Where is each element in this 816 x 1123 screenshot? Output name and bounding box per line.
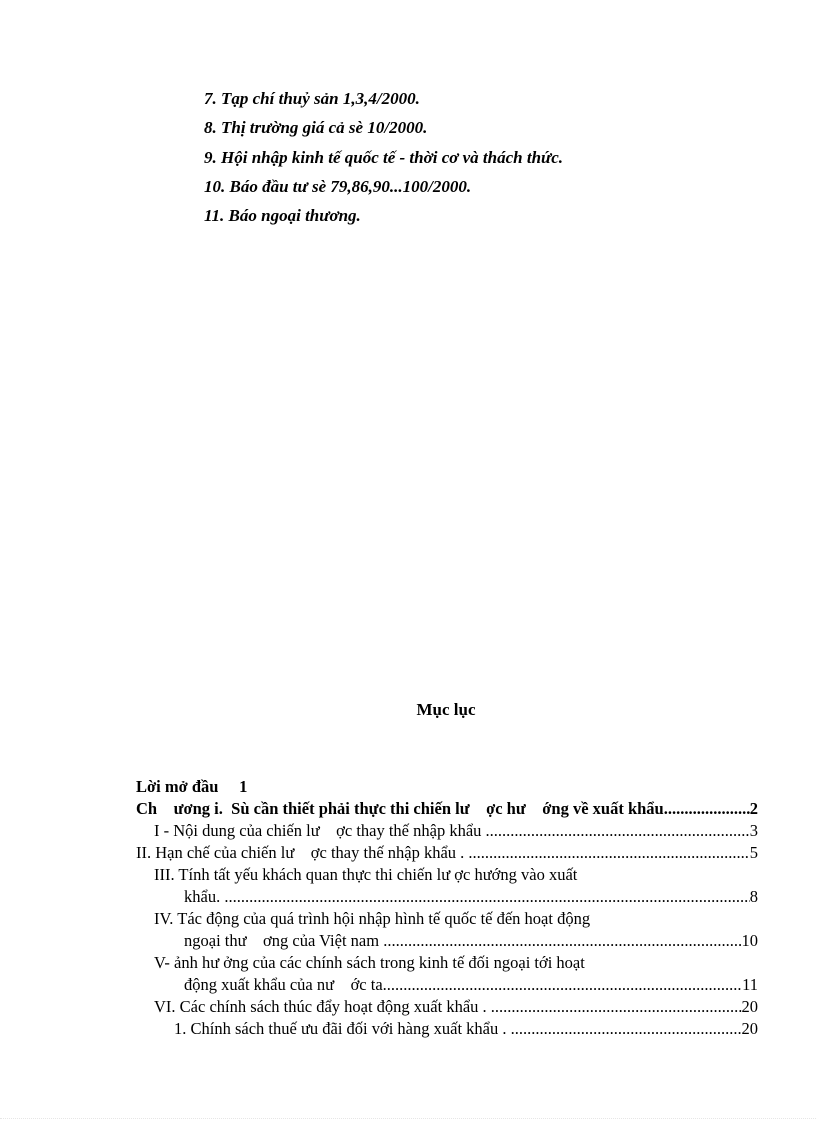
toc-entry-text: II. Hạn chế của chiến lư ợc thay thế nhập khẩu . [136, 843, 469, 862]
reference-list [204, 84, 563, 230]
toc-entry-text: I - Nội dung của chiến lư ợc thay thế nhập khẩu [154, 821, 486, 840]
toc-entry-line: III. Tính tất yếu khách quan thực thi chiến lư ợc hướng vào xuất [154, 865, 578, 884]
toc-entry [136, 1018, 758, 1040]
toc-leader [224, 886, 749, 908]
toc-leader [491, 996, 742, 1018]
toc-leader [664, 798, 750, 820]
reference-item: 8. Thị trường giá cả sè 10/2000. [204, 118, 428, 138]
toc-leader [486, 820, 750, 842]
toc-entry-line: IV. Tác động của quá trình hội nhập hình tế quốc tế đến hoạt động [154, 909, 591, 928]
page-bottom-rule [0, 1118, 816, 1119]
toc-entry-text: động xuất khẩu của nư ớc ta. [184, 975, 387, 994]
toc-entry [136, 930, 758, 952]
toc-entry-line: V- ảnh hư ởng của các chính sách trong kinh tế đối ngoại tới hoạt [154, 953, 585, 972]
toc-entry [136, 886, 758, 908]
reference-item: 10. Báo đầu tư sè 79,86,90...100/2000. [204, 176, 472, 196]
toc-chapter [136, 798, 758, 820]
toc-leader [511, 1018, 742, 1040]
toc-entry [136, 996, 758, 1018]
toc-leader [383, 930, 741, 952]
toc-intro [136, 776, 758, 798]
toc-chapter-page: 2 [749, 799, 758, 818]
toc-leader [468, 842, 749, 864]
toc-chapter-label: Ch ương i. Sù cần thiết phải thực thi chiến lư ợc hư ớng về xuất khẩu [136, 799, 664, 818]
toc-leader [387, 974, 742, 996]
toc-entry-page: 20 [741, 1019, 758, 1038]
toc-entry-text: VI. Các chính sách thúc đẩy hoạt động xuất khẩu . [154, 997, 491, 1016]
toc-entry-page: 3 [749, 821, 758, 840]
toc-entry-page: 8 [749, 887, 758, 906]
toc-entry-page: 10 [741, 931, 758, 950]
toc-entry [136, 820, 758, 842]
toc-intro-page: 1 [239, 777, 248, 796]
toc-entry [136, 974, 758, 996]
toc-entry-text: ngoại thư ơng của Việt nam [184, 931, 384, 950]
toc-title: Mục lục [416, 700, 476, 719]
reference-item: 7. Tạp chí thuỷ sản 1,3,4/2000. [204, 89, 420, 108]
reference-item: 9. Hội nhập kinh tế quốc tế - thời cơ và thách thức. [204, 147, 564, 167]
toc-entry [136, 842, 758, 864]
toc-intro-label: Lời mở đầu [136, 777, 219, 796]
toc-entry-page: 5 [749, 843, 758, 862]
table-of-contents [136, 776, 758, 1040]
toc-entry-page: 20 [741, 997, 758, 1016]
toc-entry-page: 11 [742, 975, 758, 994]
toc-entry-text: 1. Chính sách thuế ưu đãi đối với hàng xuất khẩu . [174, 1019, 511, 1038]
toc-entry-text: khẩu. [184, 887, 225, 906]
reference-item: 11. Báo ngoại thương. [204, 206, 361, 226]
